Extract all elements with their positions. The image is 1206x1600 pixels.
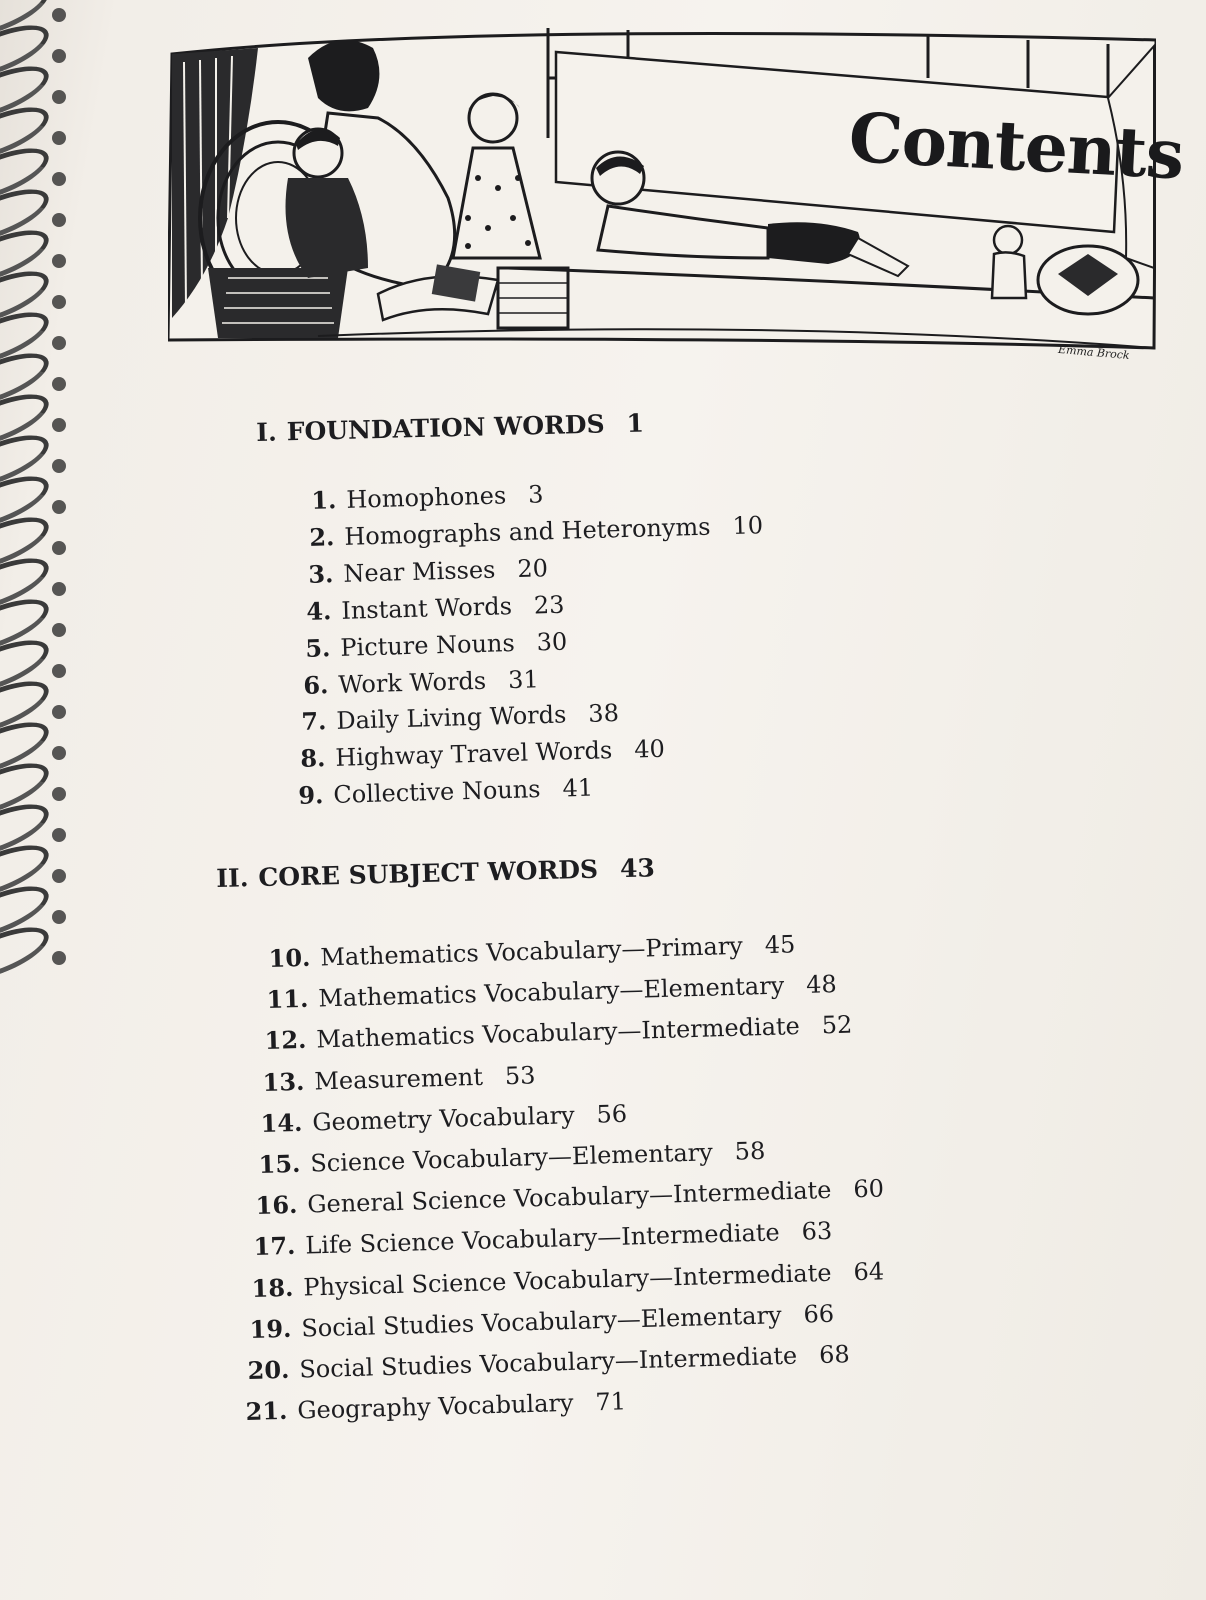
toc-entry — [253, 1216, 833, 1261]
illustrator-signature: Emma Brock — [1057, 342, 1131, 363]
entry-page-number: 56 — [595, 1099, 628, 1129]
entry-number: 16. — [255, 1190, 299, 1221]
section-title: CORE SUBJECT WORDS — [258, 854, 599, 892]
entry-number: 10. — [268, 942, 311, 973]
entry-title: Geometry Vocabulary — [311, 1101, 575, 1137]
entry-title: Homophones — [346, 481, 507, 514]
entry-page-number: 68 — [818, 1340, 851, 1370]
binding-hole — [52, 131, 66, 145]
section-numeral: II. — [216, 863, 249, 893]
entry-title: General Science Vocabulary—Intermediate — [307, 1176, 833, 1219]
entry-page-number: 71 — [594, 1387, 627, 1417]
toc-entry — [301, 589, 565, 625]
entry-number: 1. — [310, 485, 337, 515]
entry-number: 2. — [309, 522, 336, 552]
entry-page-number: 10 — [732, 511, 764, 540]
entry-page-number: 40 — [633, 734, 665, 764]
entry-title: Mathematics Vocabulary—Elementary — [317, 971, 785, 1013]
toc-entry — [255, 1174, 884, 1221]
entry-title: Social Studies Vocabulary—Elementary — [301, 1300, 783, 1343]
toc-entry — [260, 1099, 627, 1138]
entry-page-number: 66 — [803, 1299, 835, 1329]
toc-entry — [251, 1256, 884, 1303]
binding-hole — [52, 172, 66, 186]
entry-number: 14. — [259, 1107, 303, 1138]
entry-title: Highway Travel Words — [334, 736, 613, 773]
entry-number: 19. — [249, 1313, 292, 1344]
entry-title: Science Vocabulary—Elementary — [309, 1138, 713, 1178]
binding-hole — [52, 459, 66, 473]
section-page-number: 1 — [626, 408, 645, 438]
section-heading — [256, 409, 644, 447]
bleed-through — [820, 560, 1120, 580]
binding-hole — [52, 8, 66, 22]
entry-page-number: 31 — [507, 664, 540, 694]
binding-hole — [52, 213, 66, 227]
toc-entry — [258, 1136, 766, 1179]
binding-hole — [52, 336, 66, 350]
binding-hole — [52, 869, 66, 883]
binding-hole — [52, 500, 66, 514]
entry-number: 21. — [245, 1396, 288, 1427]
entry-title: Social Studies Vocabulary—Intermediate — [299, 1341, 798, 1384]
entry-number: 15. — [257, 1148, 301, 1179]
toc-entry — [262, 1060, 536, 1097]
entry-title: Geography Vocabulary — [296, 1389, 574, 1425]
entry-number: 9. — [298, 780, 324, 811]
entry-number: 6. — [302, 669, 329, 700]
toc-entry — [295, 734, 665, 773]
binding-hole — [52, 951, 66, 965]
entry-title: Life Science Vocabulary—Intermediate — [305, 1218, 781, 1260]
binding-hole — [52, 910, 66, 924]
toc-entry — [304, 510, 763, 552]
binding-hole — [52, 254, 66, 268]
toc-entry — [298, 664, 539, 700]
entry-page-number: 38 — [588, 699, 620, 729]
toc-entry — [266, 969, 837, 1014]
entry-page-number: 20 — [516, 553, 549, 583]
entry-title: Homographs and Heteronyms — [344, 512, 712, 551]
spiral-binding — [0, 0, 96, 1600]
binding-hole — [52, 705, 66, 719]
entry-title: Instant Words — [341, 591, 513, 625]
entry-number: 20. — [247, 1354, 290, 1385]
toc-entry — [247, 1339, 850, 1385]
binding-hole — [52, 49, 66, 63]
entry-number: 13. — [261, 1066, 305, 1097]
entry-title: Collective Nouns — [333, 775, 542, 810]
reading-children-illustration — [168, 18, 1156, 390]
entry-page-number: 64 — [853, 1256, 885, 1286]
entry-page-number: 41 — [562, 773, 594, 803]
binding-hole — [52, 664, 66, 678]
entry-page-number: 52 — [821, 1010, 853, 1040]
binding-hole — [52, 377, 66, 391]
entry-page-number: 63 — [801, 1217, 833, 1247]
entry-number: 4. — [306, 595, 332, 626]
entry-page-number: 30 — [535, 627, 568, 656]
binding-hole — [52, 582, 66, 596]
entry-title: Physical Science Vocabulary—Intermediate — [303, 1258, 833, 1302]
binding-hole — [52, 746, 66, 760]
entry-page-number: 3 — [527, 480, 544, 509]
entry-page-number: 58 — [733, 1136, 766, 1166]
entry-title: Picture Nouns — [339, 628, 515, 662]
entry-title: Measurement — [313, 1062, 484, 1096]
binding-hole — [52, 295, 66, 309]
section-page-number: 43 — [619, 853, 656, 884]
entry-number: 17. — [253, 1231, 297, 1262]
header-illustration — [168, 18, 1186, 390]
page-title: Contents — [846, 98, 1186, 196]
binding-hole — [52, 418, 66, 432]
entry-title: Work Words — [338, 666, 487, 699]
entry-number: 12. — [264, 1025, 307, 1056]
toc-entry — [296, 698, 619, 736]
entry-number: 11. — [266, 984, 309, 1015]
binding-hole — [52, 90, 66, 104]
section-numeral: I. — [256, 417, 278, 447]
binding-hole — [52, 787, 66, 801]
binding-hole — [52, 623, 66, 637]
toc-entry — [245, 1387, 626, 1427]
toc-entry — [306, 479, 544, 515]
entry-number: 8. — [299, 743, 326, 774]
entry-title: Mathematics Vocabulary—Intermediate — [315, 1012, 800, 1054]
entry-number: 5. — [304, 632, 331, 663]
toc-entry — [303, 553, 548, 589]
entry-page-number: 45 — [764, 930, 796, 960]
entry-number: 3. — [307, 558, 334, 589]
entry-title: Daily Living Words — [336, 700, 568, 736]
toc-entry — [300, 626, 568, 662]
section-heading — [216, 853, 655, 893]
binding-hole — [52, 541, 66, 555]
entry-page-number: 53 — [504, 1060, 536, 1090]
toc-entry — [293, 773, 593, 810]
toc-entry — [268, 929, 796, 973]
entry-page-number: 60 — [853, 1174, 885, 1204]
binding-hole — [52, 828, 66, 842]
entry-title: Mathematics Vocabulary—Primary — [320, 931, 744, 972]
toc-entry — [249, 1298, 834, 1343]
entry-number: 18. — [251, 1272, 294, 1303]
section-title: FOUNDATION WORDS — [286, 409, 605, 447]
entry-title: Near Misses — [342, 555, 496, 588]
entry-page-number: 23 — [533, 590, 566, 620]
toc-entry — [264, 1010, 853, 1055]
entry-page-number: 48 — [805, 970, 837, 1000]
entry-number: 7. — [301, 706, 328, 737]
